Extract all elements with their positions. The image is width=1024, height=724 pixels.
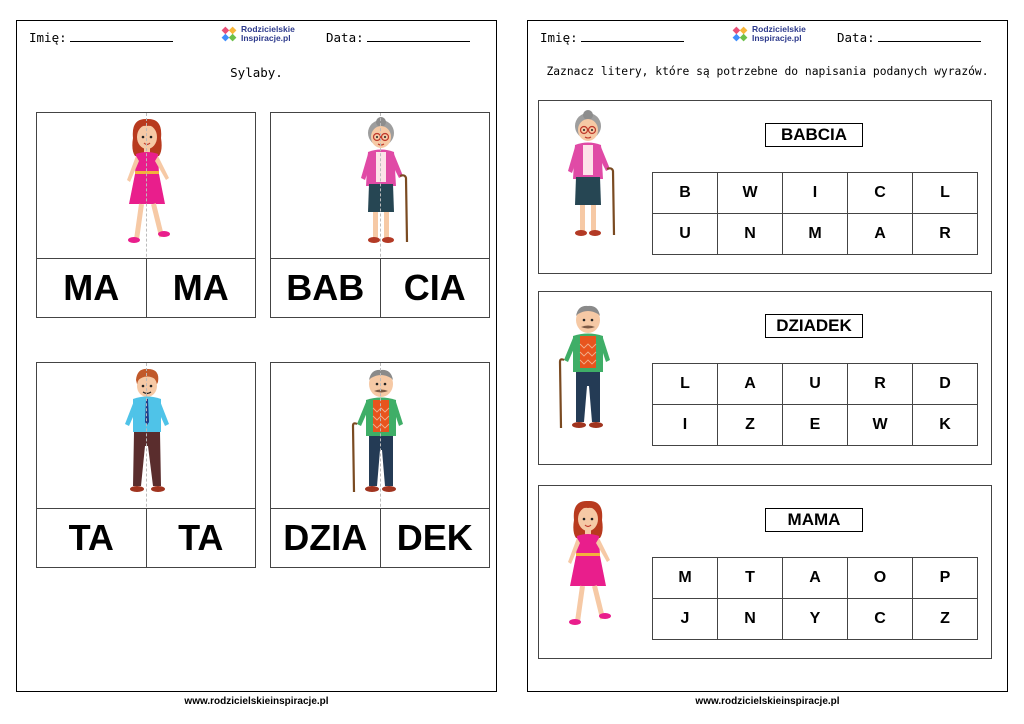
syllable-1: BAB [286, 267, 365, 308]
mother-figure-icon [553, 498, 623, 638]
name-label: Imię: [29, 30, 67, 45]
letter-row [653, 214, 978, 255]
letter-cell[interactable]: C [848, 173, 913, 214]
worksheet-syllables [16, 20, 497, 692]
letter-cell[interactable]: Z [718, 405, 783, 446]
syllable-1: DZIA [283, 517, 368, 558]
syllable-row [271, 508, 489, 567]
syllable-2: CIA [380, 259, 490, 317]
syllable-card-grandfather [270, 362, 490, 568]
letter-cell[interactable]: A [848, 214, 913, 255]
grandfather-figure-icon [351, 366, 411, 506]
letter-panel-mama [538, 485, 992, 659]
letter-grid [652, 557, 978, 640]
letter-cell[interactable]: N [718, 214, 783, 255]
letter-row [653, 558, 978, 599]
target-word: DZIADEK [765, 314, 863, 338]
letter-cell[interactable]: D [913, 364, 978, 405]
letter-cell[interactable]: Z [913, 599, 978, 640]
logo-line-1: Rodzicielskie [241, 24, 295, 34]
letter-cell[interactable]: K [913, 405, 978, 446]
letter-cell[interactable]: C [848, 599, 913, 640]
name-label: Imię: [540, 30, 578, 45]
logo-text [241, 25, 295, 43]
letter-cell[interactable]: O [848, 558, 913, 599]
letter-cell[interactable]: W [718, 173, 783, 214]
date-label: Data: [326, 30, 364, 45]
grandfather-figure-icon [553, 302, 623, 442]
syllable-2: TA [146, 509, 256, 567]
letter-row [653, 405, 978, 446]
logo-text [752, 25, 806, 43]
letter-grid [652, 172, 978, 255]
syllable-row [37, 508, 255, 567]
syllable-row [271, 258, 489, 317]
name-line[interactable] [581, 30, 684, 42]
letter-cell[interactable]: J [653, 599, 718, 640]
letter-row [653, 364, 978, 405]
letter-cell[interactable]: P [913, 558, 978, 599]
logo-icon [731, 25, 749, 43]
syllable-1: MA [63, 267, 120, 308]
letter-cell[interactable]: E [783, 405, 848, 446]
letter-cell[interactable]: R [913, 214, 978, 255]
syllable-row [37, 258, 255, 317]
date-field [837, 30, 981, 45]
letter-cell[interactable]: R [848, 364, 913, 405]
mother-figure-icon [117, 116, 177, 256]
letter-cell[interactable]: U [653, 214, 718, 255]
letter-cell[interactable]: I [783, 173, 848, 214]
date-field [326, 30, 470, 45]
syllable-card-grandmother [270, 112, 490, 318]
syllable-2: MA [146, 259, 256, 317]
father-figure-icon [117, 366, 177, 506]
letter-cell[interactable]: Y [783, 599, 848, 640]
name-line[interactable] [70, 30, 173, 42]
date-line[interactable] [367, 30, 470, 42]
instruction: Zaznacz litery, które są potrzebne do napisania podanych wyrazów. [546, 65, 989, 78]
syllable-card-father [36, 362, 256, 568]
letter-cell[interactable]: M [653, 558, 718, 599]
logo-line-2: Inspiracje.pl [752, 33, 802, 43]
letter-cell[interactable]: M [783, 214, 848, 255]
syllable-2: DEK [380, 509, 490, 567]
letter-row [653, 599, 978, 640]
letter-cell[interactable]: U [783, 364, 848, 405]
worksheet-letters [527, 20, 1008, 692]
syllable-card-mother [36, 112, 256, 318]
letter-cell[interactable]: A [718, 364, 783, 405]
letter-row [653, 173, 978, 214]
grandmother-figure-icon [553, 109, 623, 249]
letter-grid [652, 363, 978, 446]
date-line[interactable] [878, 30, 981, 42]
letter-cell[interactable]: L [913, 173, 978, 214]
letter-cell[interactable]: A [783, 558, 848, 599]
footer-url-right: www.rodzicielskieinspiracje.pl [695, 696, 840, 707]
footer-url-left: www.rodzicielskieinspiracje.pl [184, 696, 329, 707]
logo [731, 25, 806, 43]
letter-cell[interactable]: W [848, 405, 913, 446]
date-label: Data: [837, 30, 875, 45]
target-word: BABCIA [765, 123, 863, 147]
letter-cell[interactable]: B [653, 173, 718, 214]
syllable-1: TA [68, 517, 114, 558]
letter-cell[interactable]: I [653, 405, 718, 446]
logo-line-1: Rodzicielskie [752, 24, 806, 34]
page-title: Sylaby. [230, 65, 283, 80]
letter-cell[interactable]: L [653, 364, 718, 405]
target-word: MAMA [765, 508, 863, 532]
logo [220, 25, 295, 43]
letter-panel-babcia [538, 100, 992, 274]
letter-cell[interactable]: T [718, 558, 783, 599]
letter-panel-dziadek [538, 291, 992, 465]
name-field [29, 30, 173, 45]
logo-icon [220, 25, 238, 43]
letter-cell[interactable]: N [718, 599, 783, 640]
grandmother-figure-icon [351, 116, 411, 256]
name-field [540, 30, 684, 45]
logo-line-2: Inspiracje.pl [241, 33, 291, 43]
